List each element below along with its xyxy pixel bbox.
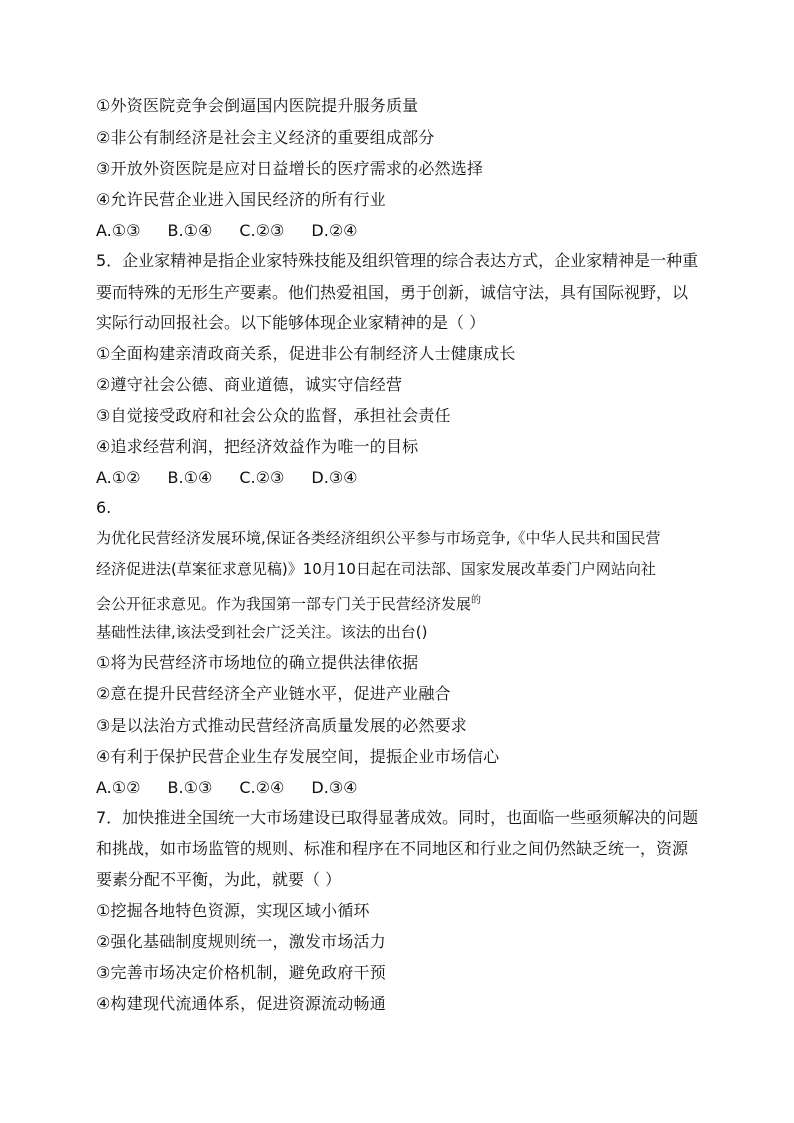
q4-choice-d: D.②④ <box>311 221 358 240</box>
q6-option-2: ②意在提升民营经济全产业链水平，促进产业融合 <box>96 684 451 703</box>
q5-option-3: ③自觉接受政府和社会公众的监督，承担社会责任 <box>96 406 451 425</box>
q6-stem-line-2: 经济促进法(草案征求意见稿)》10月10日起在司法部、国家发展改革委门户网站向社 <box>96 560 656 578</box>
q6-choice-a: A.①② <box>96 778 141 797</box>
q7-option-1: ①挖掘各地特色资源，实现区域小循环 <box>96 901 370 920</box>
q6-stem-superscript: 的 <box>471 595 482 606</box>
q5-choice-a: A.①② <box>96 468 141 487</box>
q6-stem-line-3: 会公开征求意见。作为我国第一部专门关于民营经济发展 <box>96 595 472 613</box>
q7-stem-line-1: 7．加快推进全国统一大市场建设已取得显著成效。同时，也面临一些亟须解决的问题 <box>96 808 699 827</box>
q6-stem-line-4: 基础性法律,该法受到社会广泛关注。该法的出台() <box>96 623 428 641</box>
q6-option-3: ③是以法治方式推动民营经济高质量发展的必然要求 <box>96 716 467 735</box>
q4-choice-c: C.②③ <box>239 221 285 240</box>
q6-choice-d: D.③④ <box>311 778 358 797</box>
q4-option-2: ②非公有制经济是社会主义经济的重要组成部分 <box>96 128 435 147</box>
q6-choice-b: B.①③ <box>167 778 213 797</box>
q7-option-3: ③完善市场决定价格机制，避免政府干预 <box>96 963 386 982</box>
q4-option-4: ④允许民营企业进入国民经济的所有行业 <box>96 190 386 209</box>
q5-stem-line-3: 实际行动回报社会。以下能够体现企业家精神的是（ ） <box>96 313 486 332</box>
q7-option-2: ②强化基础制度规则统一，激发市场活力 <box>96 932 386 951</box>
q4-option-3: ③开放外资医院是应对日益增长的医疗需求的必然选择 <box>96 159 484 178</box>
q4-choice-a: A.①③ <box>96 221 141 240</box>
q6-choice-c: C.②④ <box>239 778 285 797</box>
q5-choices <box>96 468 358 488</box>
q5-choice-c: C.②③ <box>239 468 285 487</box>
q7-option-4: ④构建现代流通体系，促进资源流动畅通 <box>96 994 386 1013</box>
q6-choices <box>96 778 358 798</box>
q6-number: 6. <box>96 498 112 517</box>
q5-choice-d: D.③④ <box>311 468 358 487</box>
q6-stem-line-3-wrap <box>96 591 481 614</box>
q4-option-1: ①外资医院竞争会倒逼国内医院提升服务质量 <box>96 96 419 115</box>
q6-option-4: ④有利于保护民营企业生存发展空间，提振企业市场信心 <box>96 747 500 766</box>
q5-option-4: ④追求经营利润，把经济效益作为唯一的目标 <box>96 437 419 456</box>
q7-stem-line-3: 要素分配不平衡，为此，就要（ ） <box>96 870 342 889</box>
q4-choice-b: B.①④ <box>167 221 213 240</box>
q4-choices <box>96 221 358 241</box>
q5-stem-line-2: 要而特殊的无形生产要素。他们热爱祖国，勇于创新，诚信守法，具有国际视野，以 <box>96 283 689 302</box>
q5-option-1: ①全面构建亲清政商关系，促进非公有制经济人士健康成长 <box>96 344 516 363</box>
q7-stem-line-2: 和挑战，如市场监管的规则、标准和程序在不同地区和行业之间仍然缺乏统一，资源 <box>96 839 689 858</box>
q6-stem-line-1: 为优化民营经济发展环境,保证各类经济组织公平参与市场竞争,《中华人民共和国民营 <box>96 529 661 547</box>
q5-stem-line-1: 5．企业家精神是指企业家特殊技能及组织管理的综合表达方式，企业家精神是一种重 <box>96 251 699 270</box>
q5-choice-b: B.①④ <box>167 468 213 487</box>
q6-option-1: ①将为民营经济市场地位的确立提供法律依据 <box>96 653 419 672</box>
q5-option-2: ②遵守社会公德、商业道德，诚实守信经营 <box>96 375 403 394</box>
